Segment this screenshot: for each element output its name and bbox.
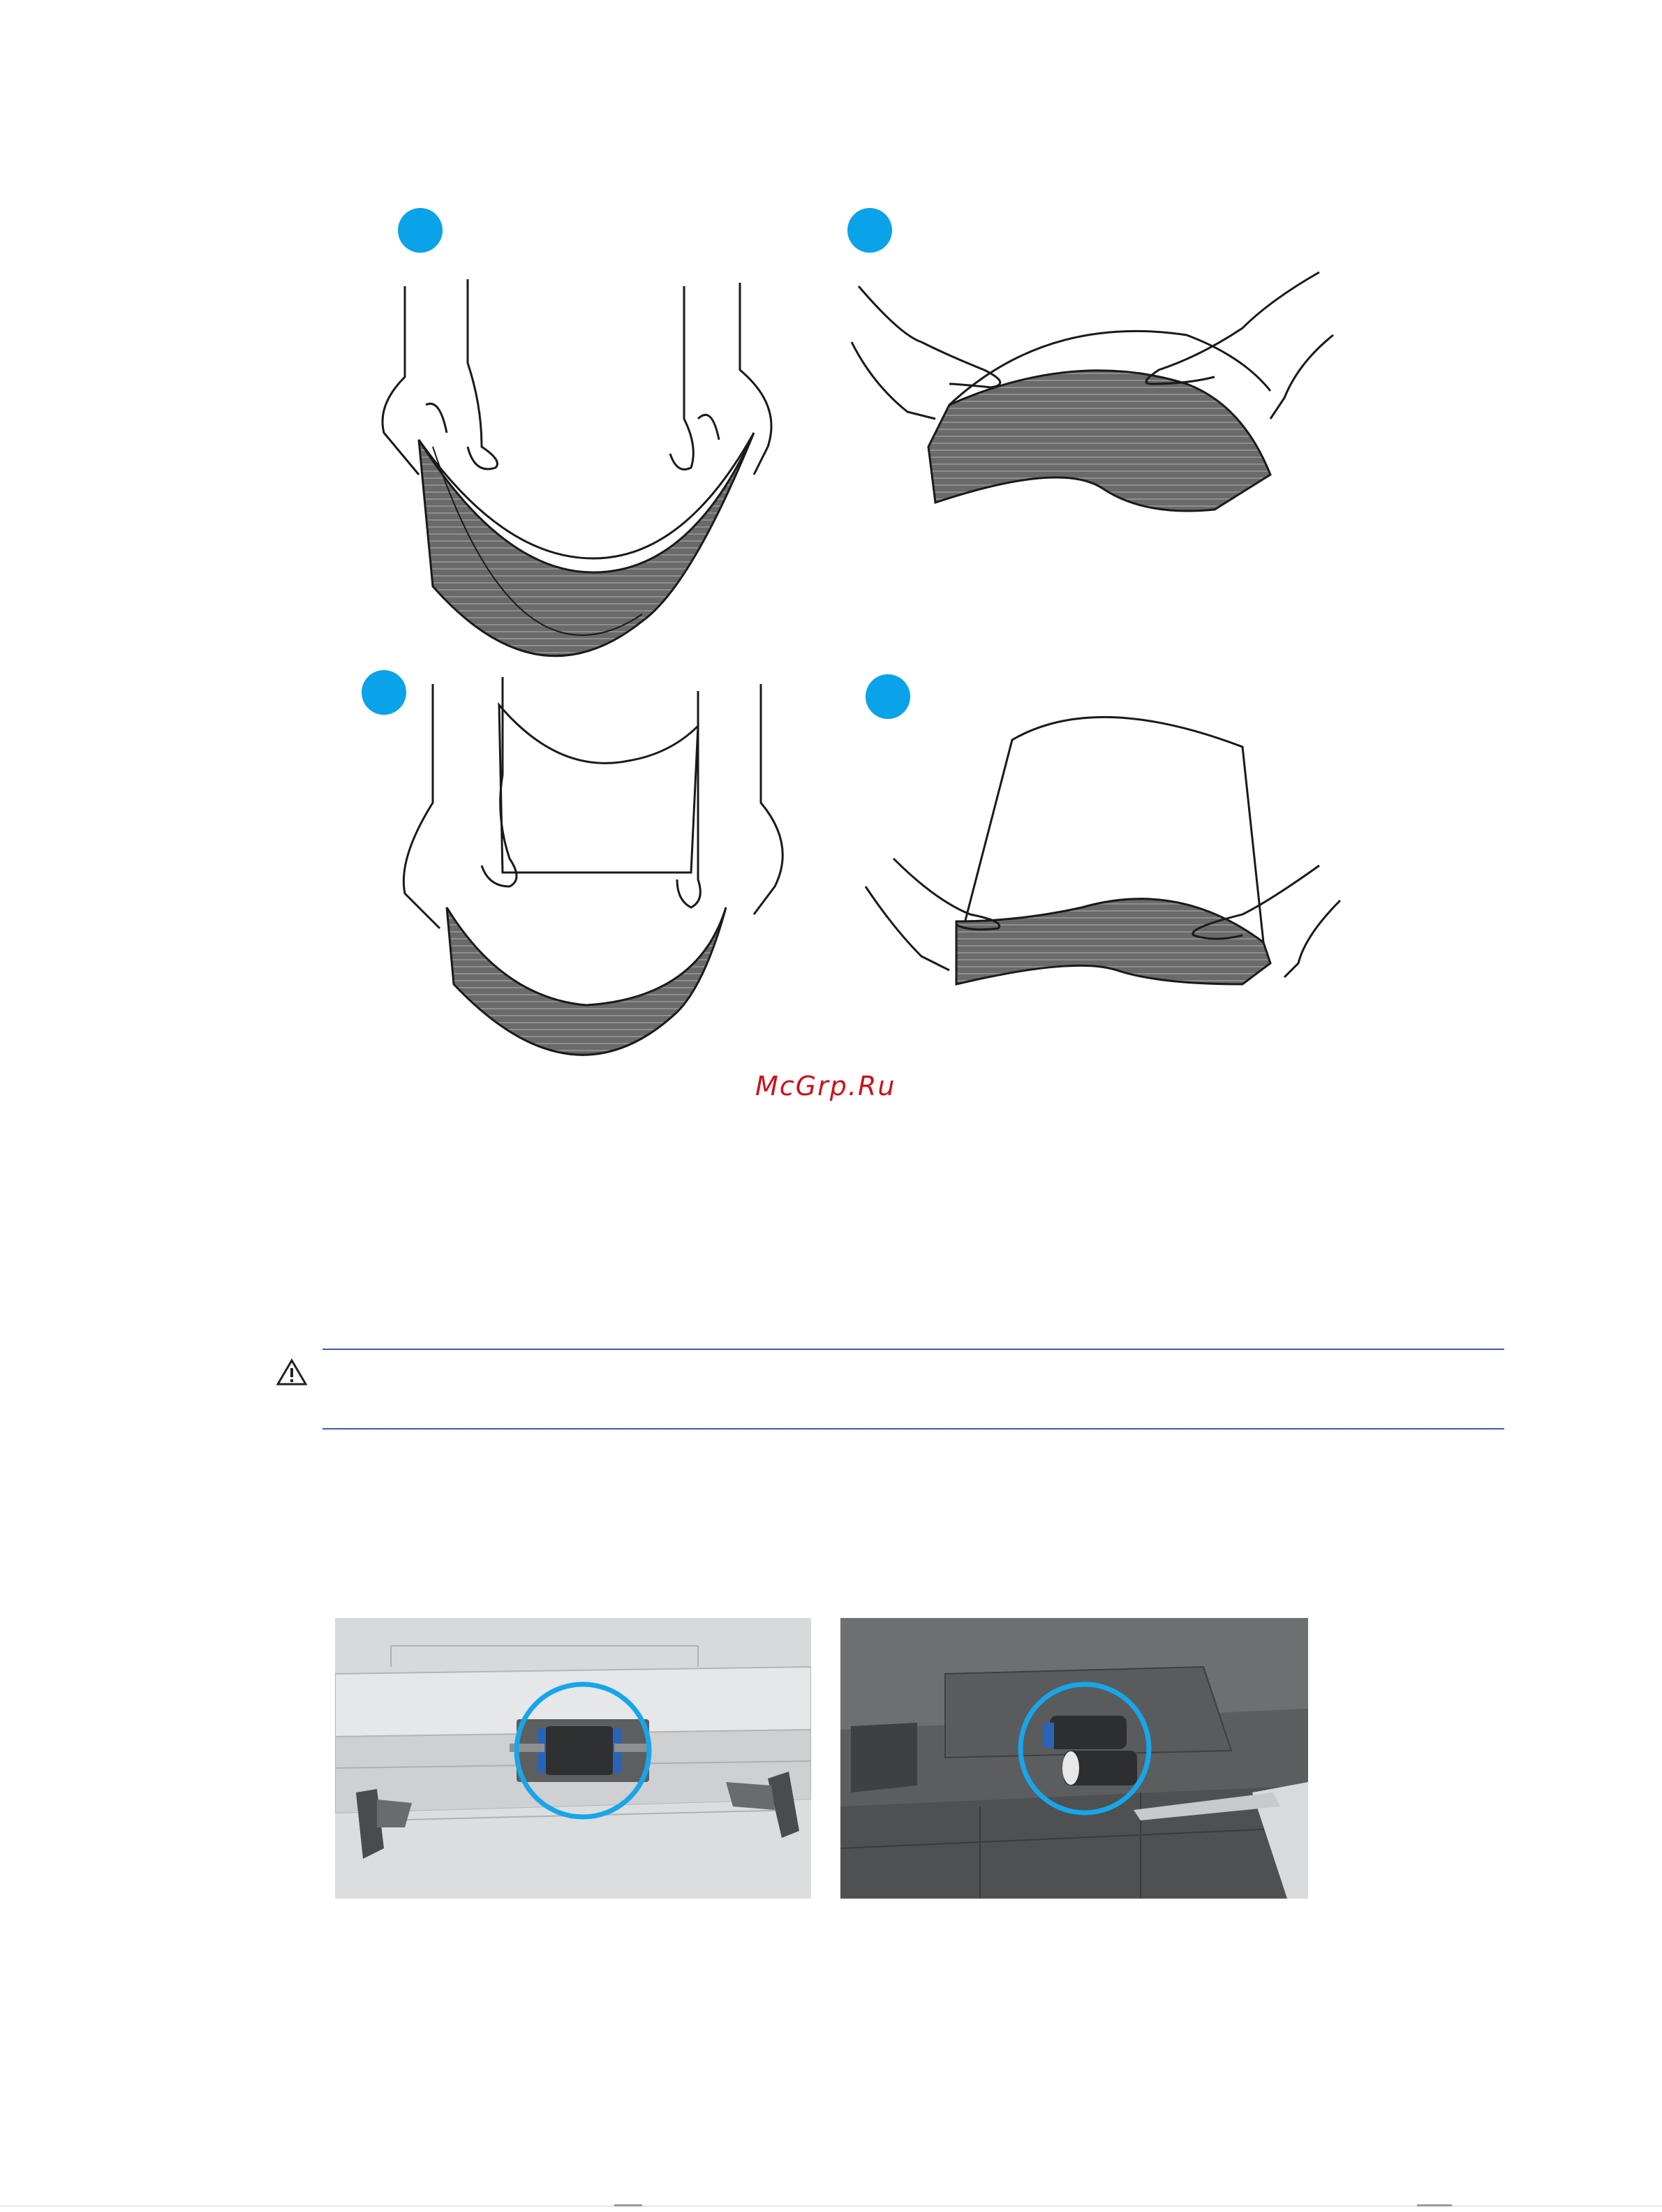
footer-mark-right <box>1417 2204 1452 2206</box>
photo-pickup-roller-tray-2 <box>840 1618 1308 1899</box>
panel-hold-up <box>866 717 1340 984</box>
step-badge-1 <box>398 208 443 253</box>
step-badge-4 <box>866 674 910 719</box>
panel-flex-down <box>383 279 771 656</box>
warning-triangle-icon <box>276 1358 307 1386</box>
footer-mark-left <box>614 2204 642 2206</box>
panel-hold-down <box>403 677 782 1055</box>
watermark: McGrp.Ru <box>755 1071 896 1101</box>
photo-pickup-roller-tray-1 <box>335 1618 811 1899</box>
step-badge-2 <box>847 208 892 253</box>
panel-flex-up <box>852 272 1333 511</box>
caution-top-rule <box>322 1349 1504 1350</box>
caution-bottom-rule <box>322 1428 1504 1430</box>
step-badge-3 <box>362 670 406 715</box>
